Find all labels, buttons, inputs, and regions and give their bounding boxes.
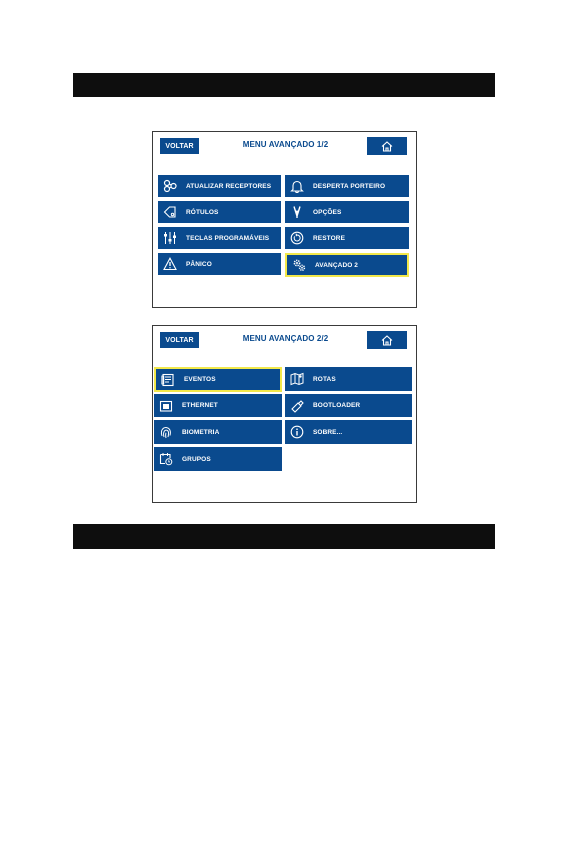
events-icon (161, 373, 175, 387)
receivers-icon (163, 179, 177, 193)
screen-title: MENU AVANÇADO 2/2 (242, 334, 329, 343)
menu-tile-wake-doorman[interactable] (285, 175, 409, 197)
menu-screen-advanced-1 (152, 131, 417, 308)
menu-tile-routes[interactable] (285, 367, 412, 391)
back-button[interactable]: VOLTAR (160, 332, 199, 348)
menu-tile-label: ATUALIZAR RECEPTORES (186, 182, 272, 190)
menu-tile-ethernet[interactable] (154, 394, 282, 417)
menu-tile-label: OPÇÕES (313, 208, 342, 216)
warning-icon (163, 257, 177, 271)
menu-tile-label: RESTORE (313, 234, 346, 242)
menu-tile-label: BOOTLOADER (313, 402, 361, 409)
screen-title: MENU AVANÇADO 1/2 (242, 140, 329, 149)
menu-tile-advanced-2[interactable] (285, 253, 409, 277)
sliders-icon (163, 231, 177, 245)
menu-screen-advanced-2 (152, 325, 417, 503)
gears-icon (292, 258, 306, 272)
menu-tile-panic[interactable] (158, 253, 281, 275)
menu-tile-label: ROTAS (313, 375, 336, 383)
menu-tile-groups[interactable] (154, 447, 282, 471)
restore-icon (290, 231, 304, 245)
menu-tile-labels[interactable] (158, 201, 281, 223)
calendar-clock-icon (159, 452, 173, 466)
menu-tile-label: GRUPOS (182, 455, 211, 463)
home-button[interactable] (367, 137, 407, 155)
usb-icon (290, 399, 304, 413)
menu-tile-programmable-keys[interactable] (158, 227, 281, 249)
menu-tile-options[interactable] (285, 201, 409, 223)
fingerprint-icon (159, 425, 173, 439)
tag-icon (163, 205, 177, 219)
menu-tile-label: PÂNICO (186, 260, 212, 268)
home-icon (381, 335, 393, 346)
menu-tile-restore[interactable] (285, 227, 409, 249)
menu-tile-about[interactable] (285, 420, 412, 444)
map-icon (290, 372, 304, 386)
menu-tile-bootloader[interactable] (285, 394, 412, 417)
home-button[interactable] (367, 331, 407, 349)
menu-tile-label: RÓTULOS (186, 208, 219, 216)
menu-tile-label: ETHERNET (182, 402, 218, 409)
bell-icon (290, 179, 304, 193)
menu-tile-label: EVENTOS (184, 376, 216, 383)
options-icon (290, 205, 304, 219)
menu-tile-label: DESPERTA PORTEIRO (313, 182, 386, 190)
section-header-bar-bottom (73, 524, 495, 549)
menu-tile-label: AVANÇADO 2 (315, 261, 359, 269)
menu-tile-events[interactable] (154, 367, 282, 392)
ethernet-icon (159, 399, 173, 413)
section-header-bar-top (73, 73, 495, 97)
menu-tile-label: TECLAS PROGRAMÁVEIS (186, 234, 270, 242)
back-button[interactable]: VOLTAR (160, 138, 199, 154)
info-icon (290, 425, 304, 439)
menu-tile-biometrics[interactable] (154, 420, 282, 444)
menu-tile-label: SOBRE... (313, 428, 343, 436)
menu-tile-label: BIOMETRIA (182, 428, 220, 436)
home-icon (381, 141, 393, 152)
menu-tile-update-receivers[interactable] (158, 175, 281, 197)
